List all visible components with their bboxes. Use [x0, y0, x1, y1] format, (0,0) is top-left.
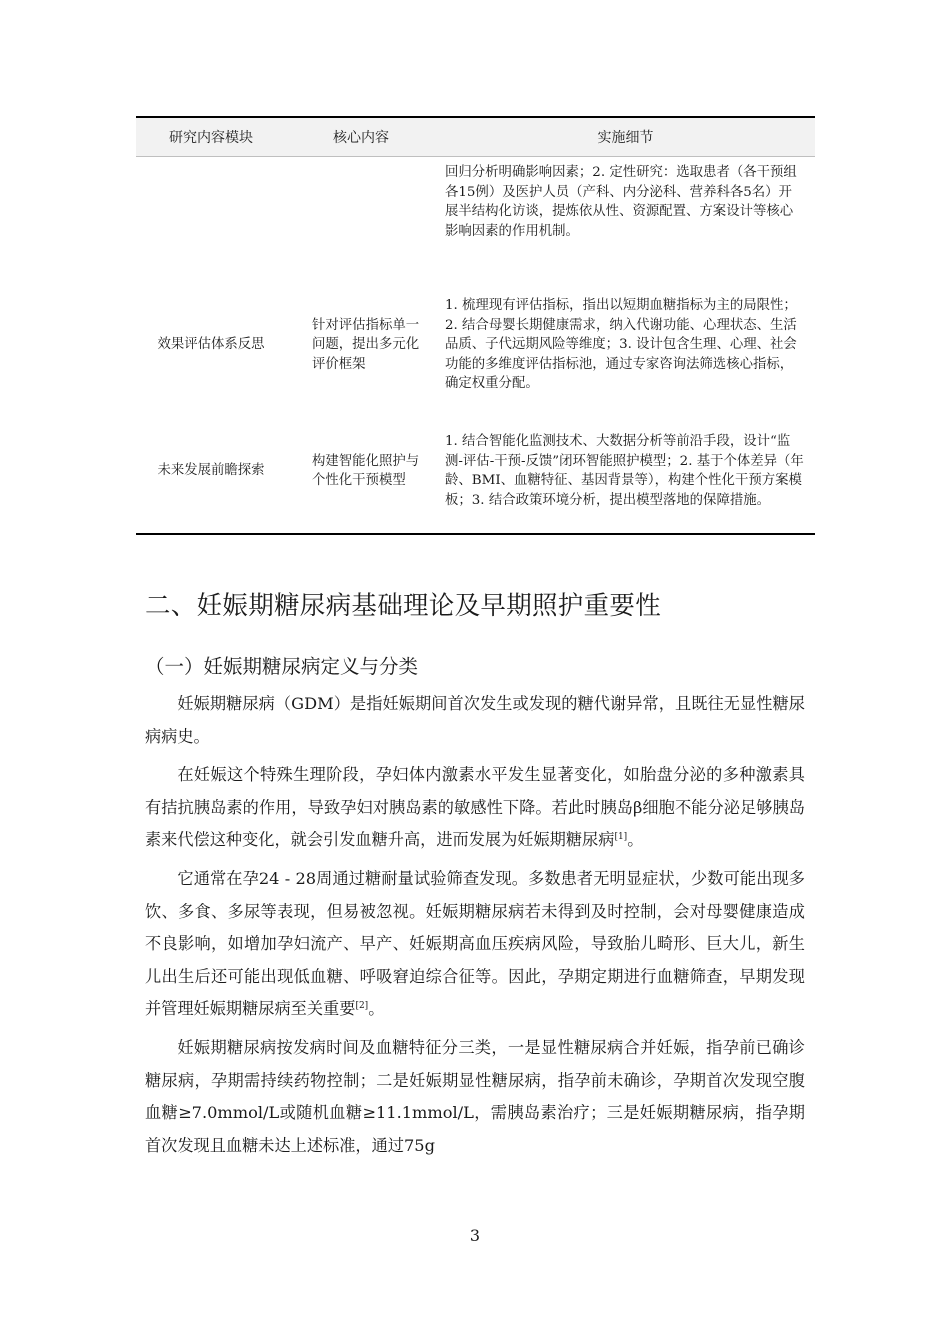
- paragraph: [145, 863, 805, 1026]
- table-cell-core: 构建智能化照护与个性化干预模型: [312, 453, 420, 488]
- table-cell-module: 效果评估体系反思: [157, 337, 265, 353]
- table-row: [136, 409, 815, 534]
- research-content-table: [136, 116, 815, 535]
- table-header-module: 研究内容模块: [136, 117, 286, 157]
- table-cell-detail: 1. 结合智能化监测技术、大数据分析等前沿手段，设计“监测-评估-干预-反馈”闭环智能照护模型；2. 基于个体差异（年龄、BMI、血糖特征、基因背景等），构建个性化干预方案模板；3. 结合政策环境分析，提出模型落地的保障措施。: [445, 434, 804, 508]
- paragraph-text: 妊娠期糖尿病按发病时间及血糖特征分三类，一是显性糖尿病合并妊娠，指孕前已确诊糖尿病，孕期需持续药物控制；二是妊娠期显性糖尿病，指孕前未确诊，孕期首次发现空腹血糖≥7.0mmol/L或随机血糖≥11.1mmol/L，需胰岛素治疗；三是妊娠期糖尿病，指孕期首次发现且血糖未达上述标准，通过75g: [145, 1037, 805, 1155]
- table-cell-core: [286, 157, 436, 282]
- paragraph: [145, 1032, 805, 1162]
- table-cell-detail: 回归分析明确影响因素；2. 定性研究：选取患者（各干预组各15例）及医护人员（产科、内分泌科、营养科各5名）开展半结构化访谈，提炼依从性、资源配置、方案设计等核心影响因素的作用机制。: [445, 165, 797, 239]
- table-header-detail: 实施细节: [436, 117, 815, 157]
- table-cell-module: [136, 157, 286, 282]
- table-cell-detail: 1. 梳理现有评估指标，指出以短期血糖指标为主的局限性；2. 结合母婴长期健康需求，纳入代谢功能、心理状态、生活品质、子代远期风险等维度；3. 设计包含生理、心理、社会功能的多维度评估指标池，通过专家咨询法筛选核心指标，确定权重分配。: [445, 298, 797, 392]
- page-number: 3: [469, 1226, 481, 1245]
- table-cell-core: 针对评估指标单一问题，提出多元化评价框架: [312, 317, 420, 372]
- paragraph-tail: 。: [627, 830, 644, 850]
- citation-ref: [2]: [355, 1001, 369, 1012]
- body-text: [145, 688, 805, 1168]
- subsection-heading: （一）妊娠期糖尿病定义与分类: [145, 655, 419, 678]
- table-cell-module: 未来发展前瞻探索: [157, 463, 265, 479]
- table-header-core: 核心内容: [286, 117, 436, 157]
- paragraph: [145, 688, 805, 753]
- paragraph-text: 在妊娠这个特殊生理阶段，孕妇体内激素水平发生显著变化，如胎盘分泌的多种激素具有拮抗胰岛素的作用，导致孕妇对胰岛素的敏感性下降。若此时胰岛β细胞不能分泌足够胰岛素来代偿这种变化，就会引发血糖升高，进而发展为妊娠期糖尿病: [145, 765, 805, 850]
- paragraph: [145, 759, 805, 857]
- table-row: [136, 157, 815, 282]
- paragraph-text: 它通常在孕24 - 28周通过糖耐量试验筛查发现。多数患者无明显症状，少数可能出现多饮、多食、多尿等表现，但易被忽视。妊娠期糖尿病若未得到及时控制，会对母婴健康造成不良影响，如增加孕妇流产、早产、妊娠期高血压疾病风险，导致胎儿畸形、巨大儿，新生儿出生后还可能出现低血糖、呼吸窘迫综合征等。因此，孕期定期进行血糖筛查，早期发现并管理妊娠期糖尿病至关重要: [145, 868, 805, 1019]
- table-row: [136, 281, 815, 409]
- table-header-row: [136, 117, 815, 157]
- citation-ref: [1]: [614, 832, 628, 843]
- paragraph-text: 妊娠期糖尿病（GDM）是指妊娠期间首次发生或发现的糖代谢异常，且既往无显性糖尿病病史。: [145, 694, 805, 746]
- section-heading: 二、妊娠期糖尿病基础理论及早期照护重要性: [145, 591, 662, 621]
- paragraph-tail: 。: [368, 999, 385, 1019]
